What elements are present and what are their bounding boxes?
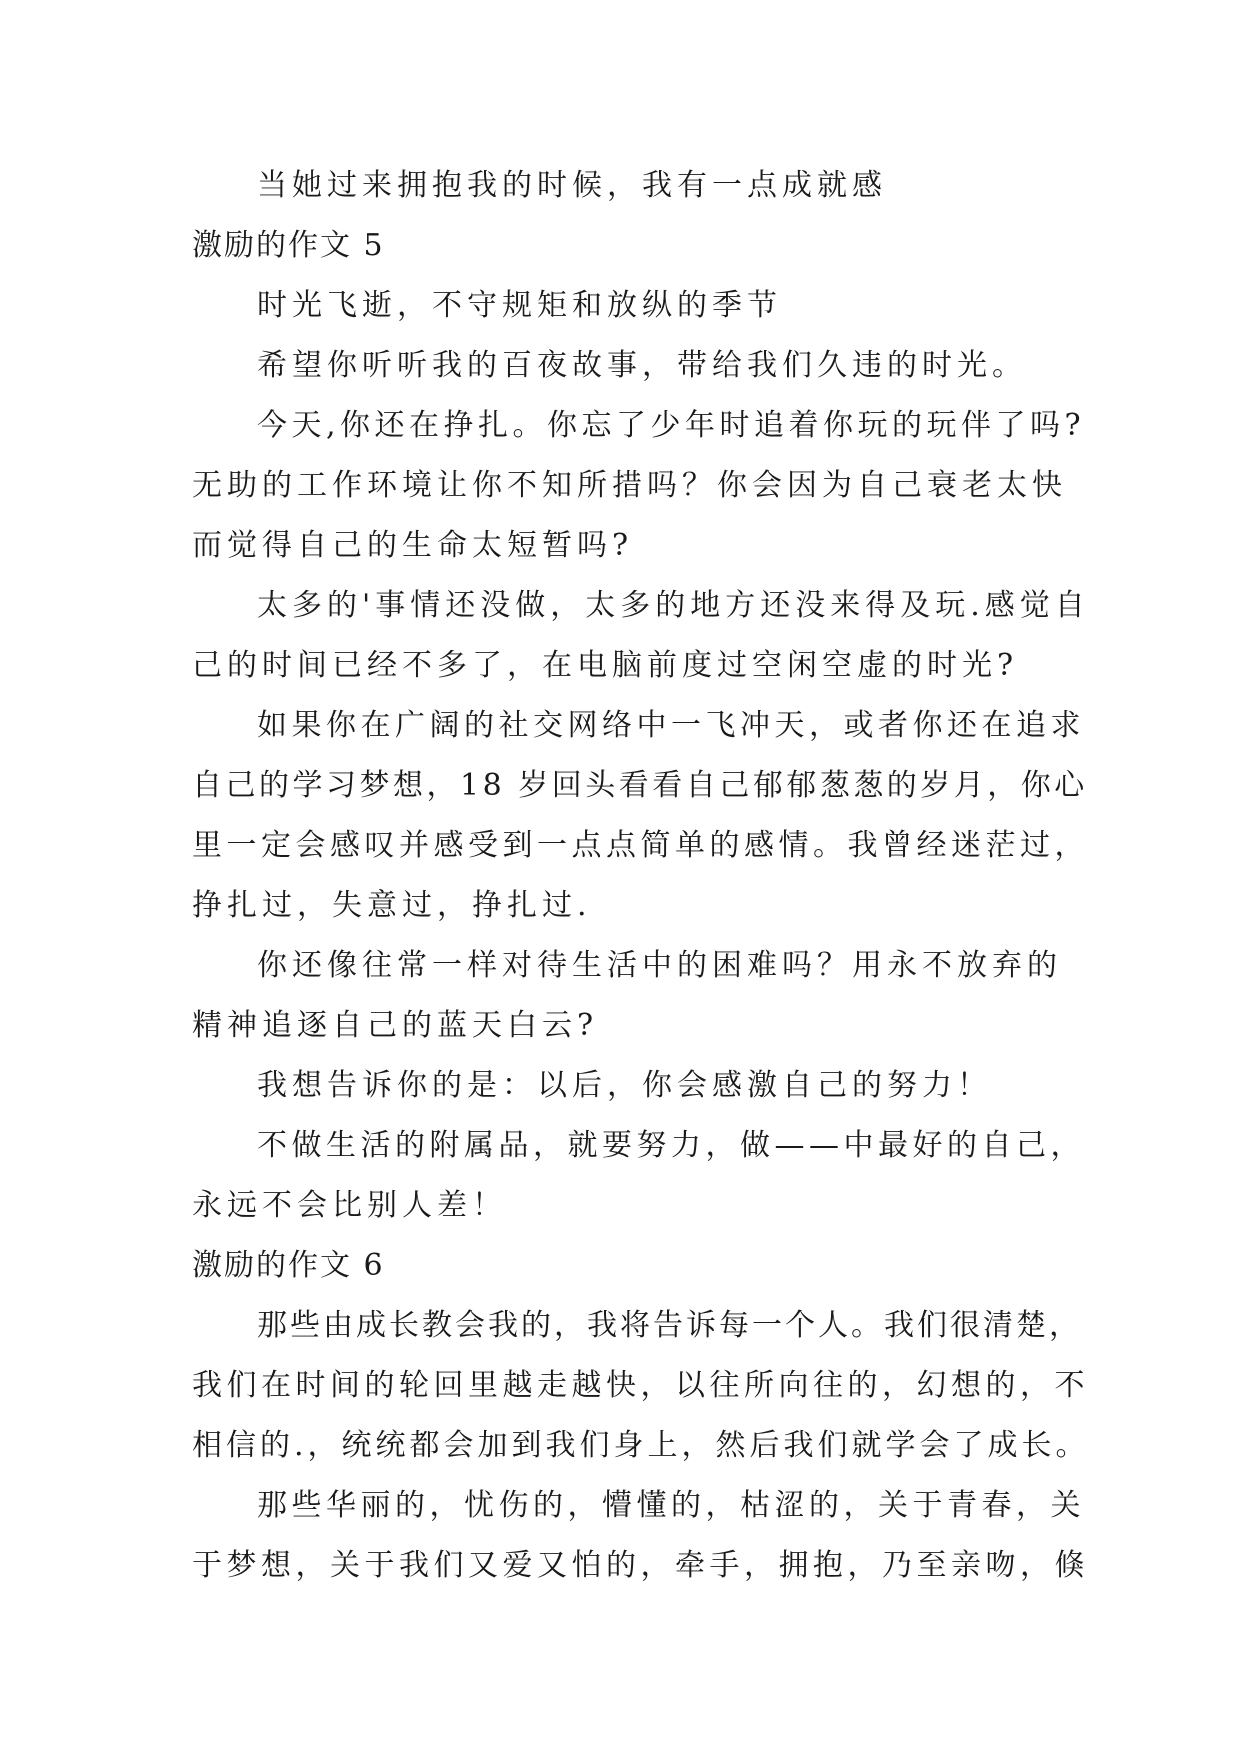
paragraph-line: 你还像往常一样对待生活中的困难吗？用永不放弃的 <box>257 948 1062 983</box>
paragraph-line: 永远不会比别人差！ <box>192 1188 507 1223</box>
paragraph-line: 今天,你还在挣扎。你忘了少年时追着你玩的玩伴了吗? <box>257 408 1086 443</box>
paragraph-line: 而觉得自己的生命太短暂吗? <box>192 528 634 563</box>
paragraph-line: 里一定会感叹并感受到一点点简单的感情。我曾经迷茫过， <box>192 828 1089 863</box>
paragraph-line: 那些由成长教会我的，我将告诉每一个人。我们很清楚， <box>257 1308 1082 1343</box>
paragraph-line: 相信的.，统统都会加到我们身上，然后我们就学会了成长。 <box>192 1428 1090 1463</box>
paragraph-line: 当她过来拥抱我的时候，我有一点成就感 <box>257 168 887 203</box>
paragraph-line: 时光飞逝，不守规矩和放纵的季节 <box>257 288 782 323</box>
paragraph-line: 希望你听听我的百夜故事，带给我们久违的时光。 <box>257 348 1027 383</box>
section-heading: 激励的作文 5 <box>192 228 385 263</box>
paragraph-line: 那些华丽的，忧伤的，懵懂的，枯涩的，关于青春，关 <box>257 1488 1085 1523</box>
paragraph-line: 无助的工作环境让你不知所措吗？你会因为自己衰老太快 <box>192 468 1067 503</box>
paragraph-line: 己的时间已经不多了，在电脑前度过空闲空虚的时光? <box>192 648 1019 683</box>
paragraph-line: 挣扎过，失意过，挣扎过. <box>192 888 592 923</box>
paragraph-line: 我们在时间的轮回里越走越快，以往所向往的，幻想的，不 <box>192 1368 1089 1403</box>
paragraph-line: 太多的'事情还没做，太多的地方还没来得及玩.感觉自 <box>257 588 1090 623</box>
paragraph-line: 精神追逐自己的蓝天白云? <box>192 1008 599 1043</box>
section-heading: 激励的作文 6 <box>192 1248 385 1283</box>
paragraph-line: 不做生活的附属品，就要努力，做——中最好的自己， <box>257 1128 1085 1163</box>
paragraph-line: 我想告诉你的是：以后，你会感激自己的努力！ <box>257 1068 992 1103</box>
paragraph-line: 于梦想，关于我们又爱又怕的，牵手，拥抱，乃至亲吻，倏 <box>192 1548 1089 1583</box>
paragraph-line: 自己的学习梦想，18 岁回头看看自己郁郁葱葱的岁月，你心 <box>192 768 1088 803</box>
paragraph-line: 如果你在广阔的社交网络中一飞冲天，或者你还在追求 <box>257 708 1085 743</box>
